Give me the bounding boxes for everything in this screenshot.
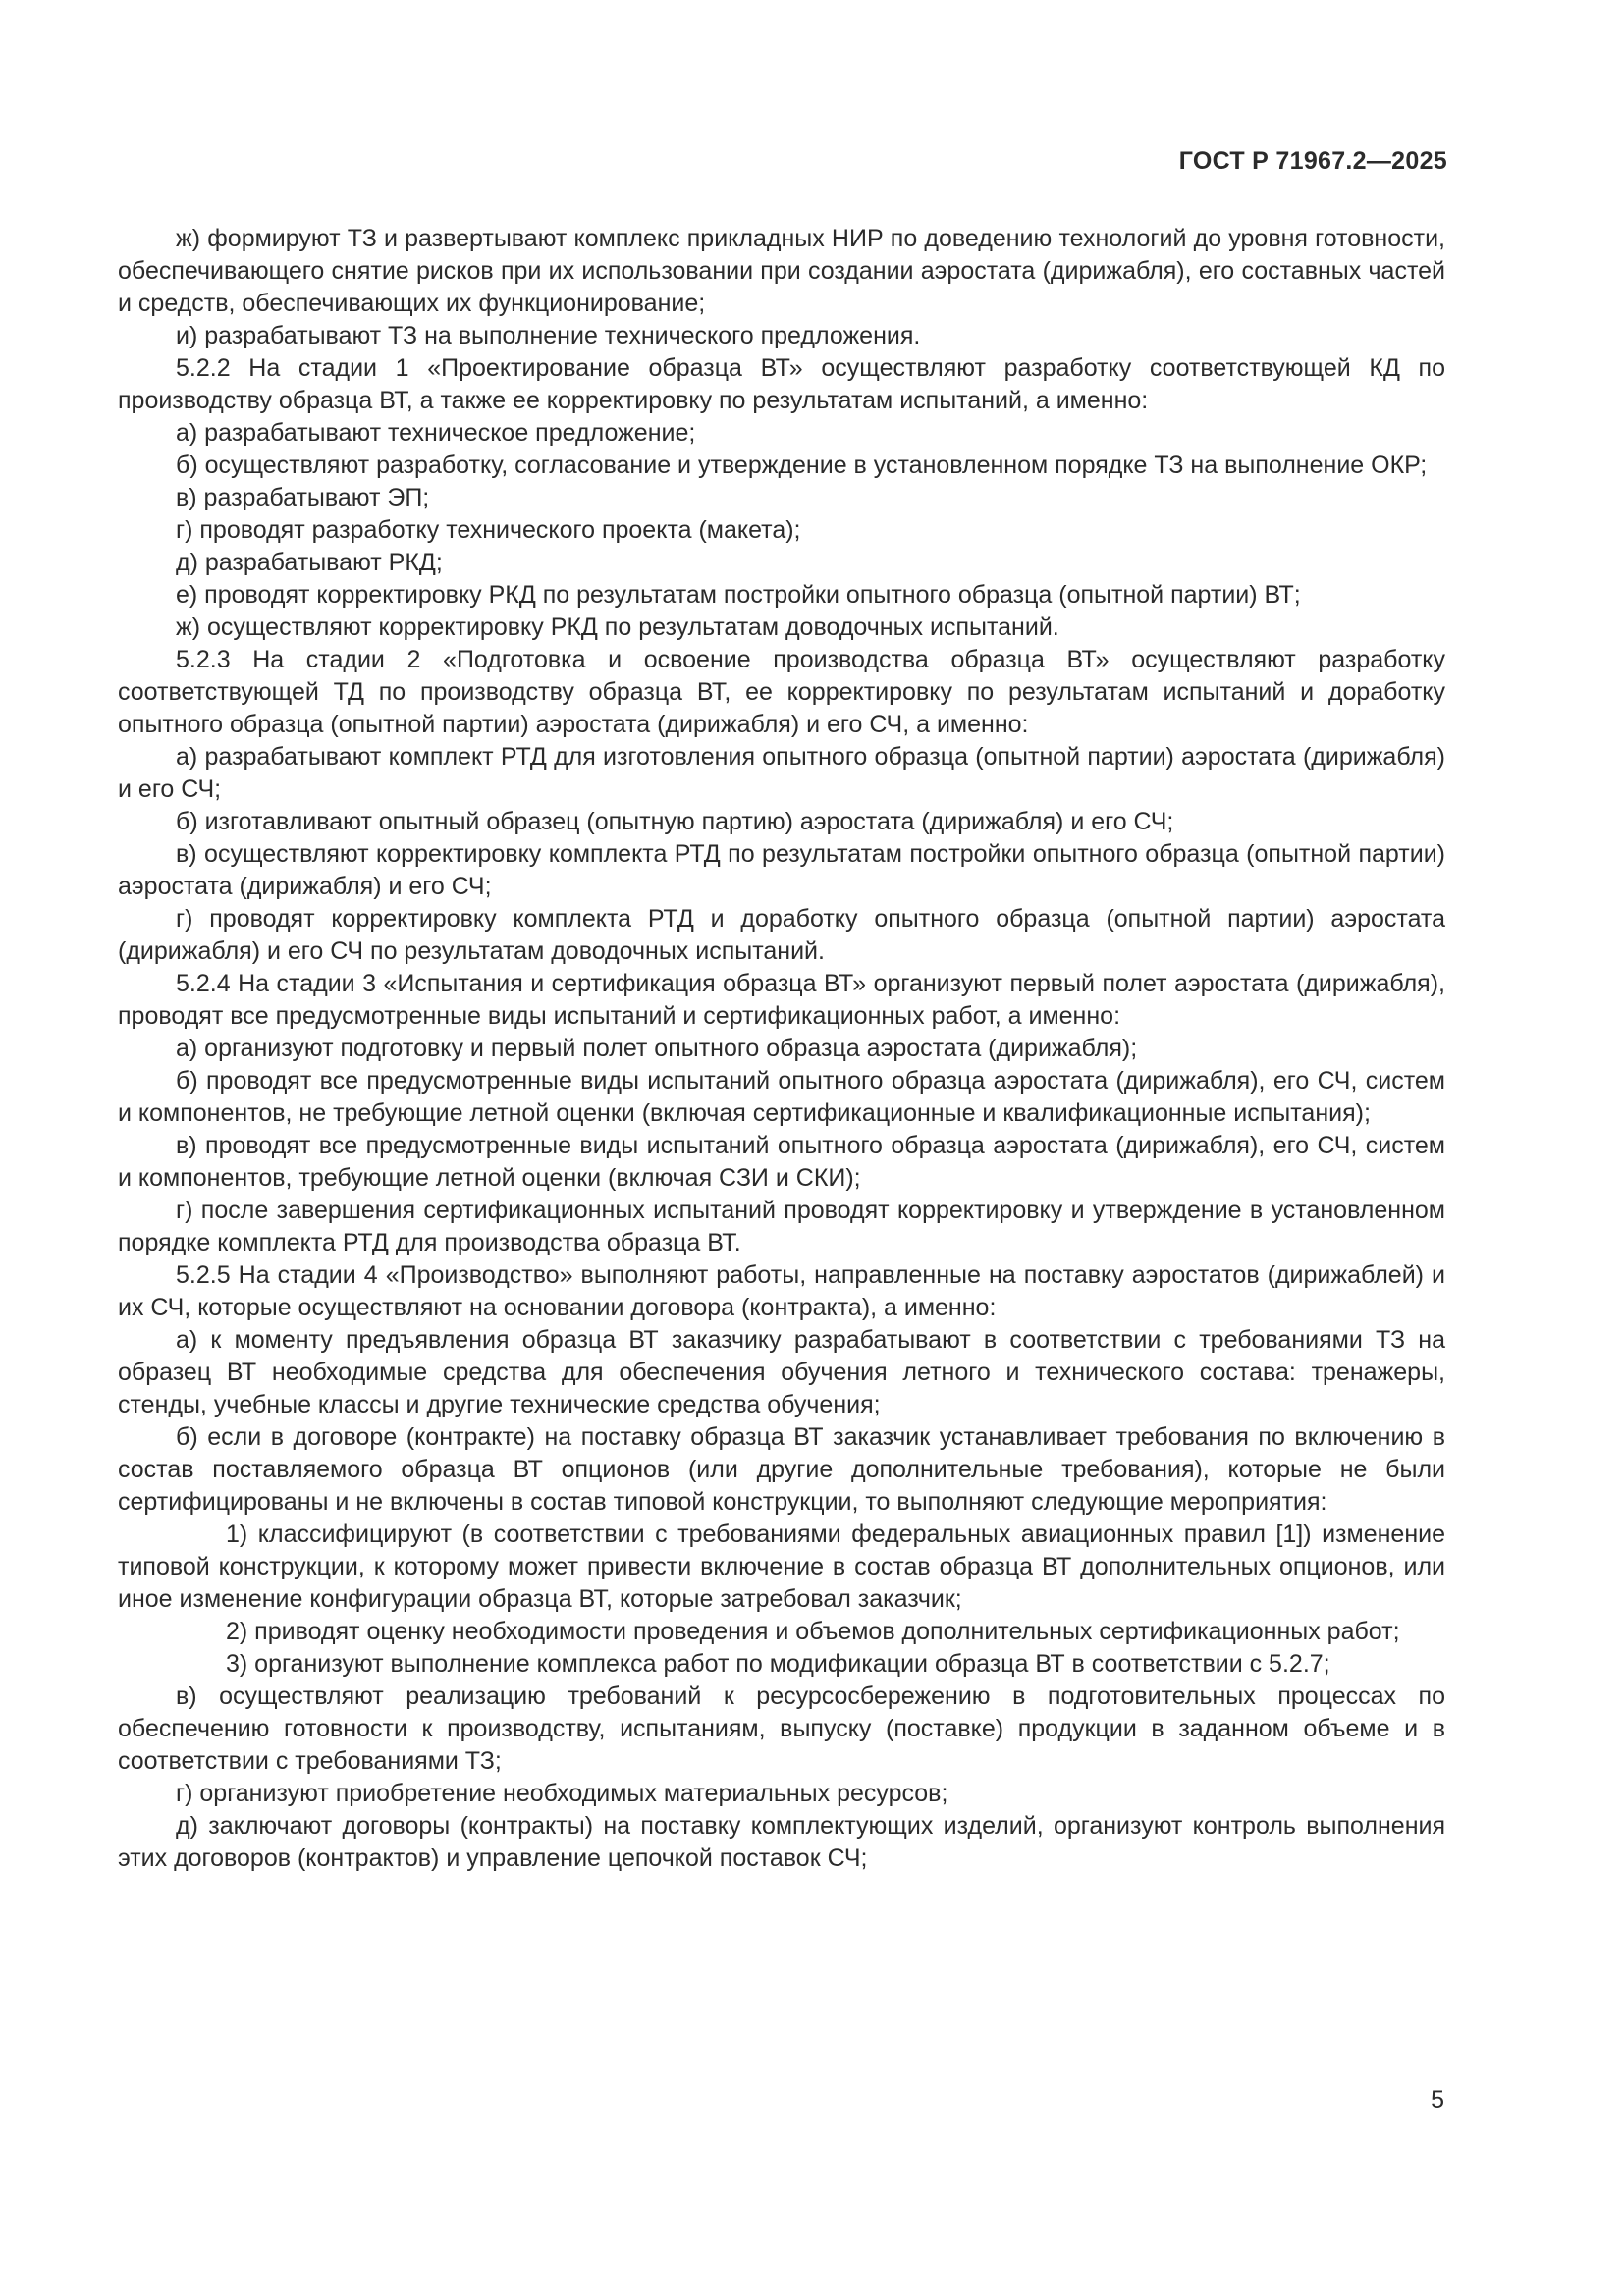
document-body (118, 223, 1445, 1875)
paragraph: в) проводят все предусмотренные виды испытаний опытного образца аэростата (дирижабля), его СЧ, систем и компонентов, требующие летной оценки (включая СЗИ и СКИ); (118, 1132, 1445, 1192)
paragraph: б) изготавливают опытный образец (опытную партию) аэростата (дирижабля) и его СЧ; (176, 808, 1174, 835)
paragraph: б) если в договоре (контракте) на поставку образца ВТ заказчик устанавливает требования по включению в состав поставляемого образца ВТ опционов (или другие дополнительные требования), которые не были сертифицированы и не включены в состав типовой конструкции, то выполняют следующие мероприятия: (118, 1423, 1445, 1516)
paragraph: г) организуют приобретение необходимых материальных ресурсов; (176, 1780, 948, 1807)
paragraph: г) после завершения сертификационных испытаний проводят корректировку и утверждение в установленном порядке комплекта РТД для производства образца ВТ. (118, 1197, 1445, 1256)
paragraph: в) разрабатывают ЭП; (176, 484, 430, 511)
paragraph: б) проводят все предусмотренные виды испытаний опытного образца аэростата (дирижабля), его СЧ, систем и компонентов, не требующие летной оценки (включая сертификационные и квалификационные испытания); (118, 1067, 1445, 1127)
paragraph: д) разрабатывают РКД; (176, 549, 443, 576)
paragraph: г) проводят разработку технического проекта (макета); (176, 516, 801, 544)
paragraph: е) проводят корректировку РКД по результатам постройки опытного образца (опытной партии) ВТ; (176, 581, 1301, 609)
paragraph: 5.2.2 На стадии 1 «Проектирование образца ВТ» осуществляют разработку соответствующей КД по производству образца ВТ, а также ее корректировку по результатам испытаний, а именно: (118, 354, 1445, 414)
paragraph: г) проводят корректировку комплекта РТД и доработку опытного образца (опытной партии) аэростата (дирижабля) и его СЧ по результатам доводочных испытаний. (118, 905, 1445, 965)
paragraph: 2) приводят оценку необходимости проведения и объемов дополнительных сертификационных работ; (226, 1618, 1400, 1645)
paragraph: ж) формируют ТЗ и развертывают комплекс прикладных НИР по доведению технологий до уровня готовности, обеспечивающего снятие рисков при их использовании при создании аэростата (дирижабля), его составных частей и средств, обеспечивающих их функционирование; (118, 225, 1445, 317)
paragraph: 1) классифицируют (в соответствии с требованиями федеральных авиационных правил [1]) изменение типовой конструкции, к которому может привести включение в состав образца ВТ дополнительных опционов, или иное изменение конфигурации образца ВТ, которые затребовал заказчик; (118, 1521, 1445, 1613)
paragraph: а) разрабатывают комплект РТД для изготовления опытного образца (опытной партии) аэростата (дирижабля) и его СЧ; (118, 743, 1445, 803)
paragraph: 5.2.3 На стадии 2 «Подготовка и освоение производства образца ВТ» осуществляют разработку соответствующей ТД по производству образца ВТ, ее корректировку по результатам испытаний и доработку опытного образца (опытной партии) аэростата (дирижабля) и его СЧ, а именно: (118, 646, 1445, 738)
paragraph: а) к моменту предъявления образца ВТ заказчику разрабатывают в соответствии с требованиями ТЗ на образец ВТ необходимые средства для обеспечения обучения летного и технического состава: тренажеры, стенды, учебные классы и другие технические средства обучения; (118, 1326, 1445, 1418)
paragraph: в) осуществляют корректировку комплекта РТД по результатам постройки опытного образца (опытной партии) аэростата (дирижабля) и его СЧ; (118, 840, 1445, 900)
paragraph: и) разрабатывают ТЗ на выполнение технического предложения. (176, 322, 921, 349)
paragraph: 5.2.4 На стадии 3 «Испытания и сертификация образца ВТ» организуют первый полет аэростата (дирижабля), проводят все предусмотренные виды испытаний и сертификационных работ, а именно: (118, 970, 1445, 1030)
paragraph: в) осуществляют реализацию требований к ресурсосбережению в подготовительных процессах по обеспечению готовности к производству, испытаниям, выпуску (поставке) продукции в заданном объеме и в соответствии с требованиями ТЗ; (118, 1682, 1445, 1775)
paragraph: 5.2.5 На стадии 4 «Производство» выполняют работы, направленные на поставку аэростатов (дирижаблей) и их СЧ, которые осуществляют на основании договора (контракта), а именно: (118, 1261, 1445, 1321)
paragraph: б) осуществляют разработку, согласование и утверждение в установленном порядке ТЗ на выполнение ОКР; (176, 452, 1428, 479)
paragraph: 3) организуют выполнение комплекса работ по модификации образца ВТ в соответствии с 5.2.7; (226, 1650, 1330, 1678)
paragraph: а) разрабатывают техническое предложение; (176, 419, 696, 447)
paragraph: ж) осуществляют корректировку РКД по результатам доводочных испытаний. (176, 614, 1059, 641)
page-number: 5 (1431, 2086, 1444, 2113)
document-code-header: ГОСТ Р 71967.2—2025 (1178, 147, 1447, 175)
paragraph: а) организуют подготовку и первый полет опытного образца аэростата (дирижабля); (176, 1035, 1138, 1062)
paragraph: д) заключают договоры (контракты) на поставку комплектующих изделий, организуют контроль выполнения этих договоров (контрактов) и управление цепочкой поставок СЧ; (118, 1812, 1445, 1872)
